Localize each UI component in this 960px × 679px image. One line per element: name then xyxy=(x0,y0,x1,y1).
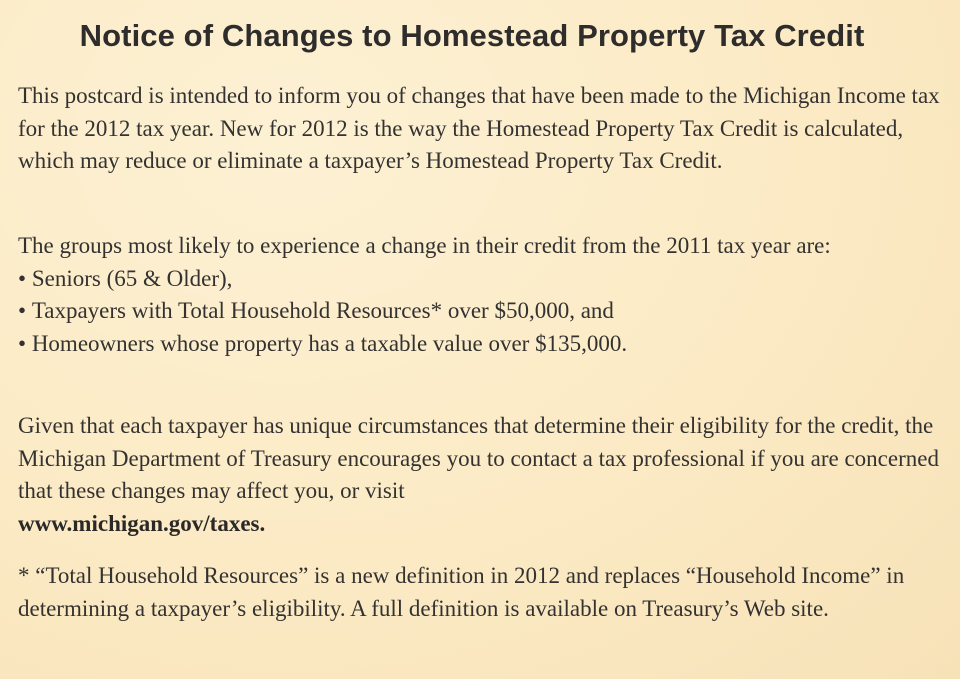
guidance-paragraph xyxy=(18,410,943,540)
treasury-url: www.michigan.gov/taxes. xyxy=(18,510,266,536)
list-item: • Taxpayers with Total Household Resources* over $50,000, and xyxy=(18,295,943,328)
intro-paragraph: This postcard is intended to inform you of changes that have been made to the Michigan Income tax for the 2012 tax year. New for 2012 is the way the Homestead Property Tax Credit is calculated, which may reduce or eliminate a taxpayer’s Homestead Property Tax Credit. xyxy=(18,83,940,173)
affected-groups-list xyxy=(18,263,943,361)
notice-title: Notice of Changes to Homestead Property Tax Credit xyxy=(79,18,865,53)
affected-groups-intro: The groups most likely to experience a change in their credit from the 2011 tax year are: xyxy=(18,233,831,258)
affected-groups-section xyxy=(18,230,943,360)
guidance-text: Given that each taxpayer has unique circumstances that determine their eligibility for the credit, the Michigan Department of Treasury encourages you to contact a tax professional if you are concerned that these changes may affect you, or visit xyxy=(18,413,939,503)
list-item: • Seniors (65 & Older), xyxy=(18,263,943,296)
footnote: * “Total Household Resources” is a new definition in 2012 and replaces “Household Income” in determining a taxpayer’s eligibility. A full definition is available on Treasury’s Web site. xyxy=(18,563,905,621)
list-item: • Homeowners whose property has a taxable value over $135,000. xyxy=(18,328,943,361)
